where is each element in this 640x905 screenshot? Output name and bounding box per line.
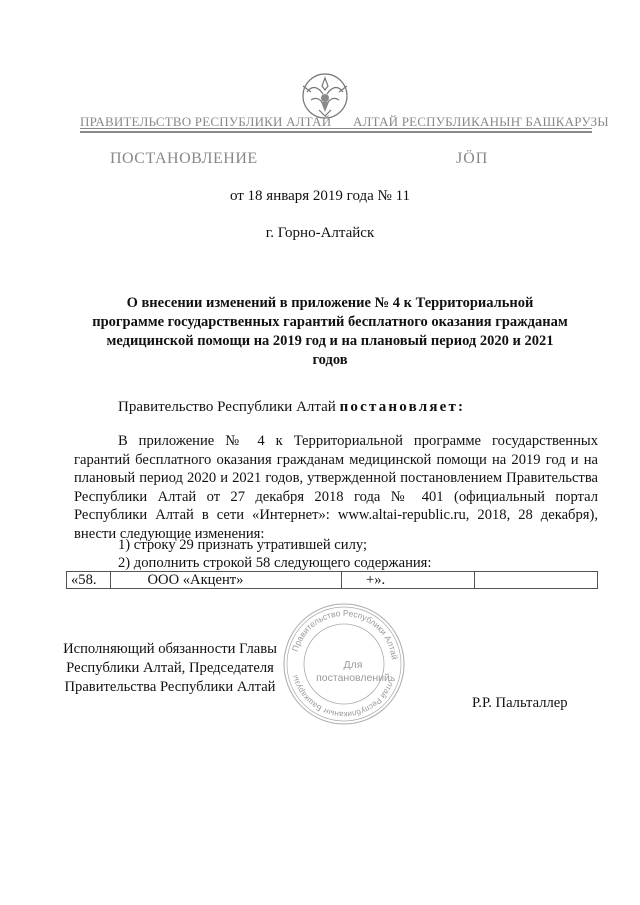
organization-cell: ООО «Акцент»: [111, 572, 342, 589]
row-number-cell: «58.: [67, 572, 111, 589]
empty-cell: [474, 572, 597, 589]
signatory-name: Р.Р. Пальталлер: [472, 695, 568, 711]
stamp-ring-text-alt: Алтай Республиканыҥ Башкарузы: [290, 674, 398, 720]
document-type-ru: ПОСТАНОВЛЕНИЕ: [110, 150, 258, 167]
svg-text:Правительство Республики Алтай: [290, 608, 400, 661]
decree-intro-text: Правительство Республики Алтай: [118, 399, 336, 415]
header-rule-thin: [80, 128, 592, 129]
stamp-ring-text: Правительство Республики Алтай: [289, 607, 400, 661]
stamp-center-line2: постановлений: [316, 672, 390, 684]
body-paragraph: В приложение № 4 к Территориальной программе государственных гарантий бесплатного оказания гражданам медицинской помощи на 2019 год и на плановый период 2020 и 2021 годов, утвержденной постановлением Правительства Республики Алтай от 27 декабря 2018 года № 401 (официальный портал Республики Алтай в сети «Интернет»: www.altai-republic.ru, 2018, 28 декабря), внести следующие изменения:: [74, 433, 598, 542]
inserted-row-table: [66, 571, 598, 589]
decree-title: О внесении изменений в приложение № 4 к Территориальной программе государственных гарантий бесплатного оказания гражданам медицинской помощи на 2019 год и на плановый период 2020 и 2021 годов: [92, 295, 568, 368]
mark-cell: +».: [341, 572, 474, 589]
decree-city: г. Горно-Алтайск: [265, 225, 375, 241]
decree-date-number: от 18 января 2019 года № 11: [229, 188, 411, 204]
header-rule-thick: [80, 131, 592, 133]
document-type-alt: JӦП: [456, 150, 489, 167]
stamp-center-text: [308, 659, 398, 685]
signatory-position: Исполняющий обязанности Главы Республики Алтай, Председателя Правительства Республики Алтай: [63, 641, 277, 695]
table-row: [67, 572, 598, 589]
government-name-ru: ПРАВИТЕЛЬСТВО РЕСПУБЛИКИ АЛТАЙ: [80, 114, 332, 129]
decree-verb: постановляет:: [339, 399, 466, 415]
decree-intro: [118, 399, 465, 416]
government-name-alt: АЛТАЙ РЕСПУБЛИКАНЫҤ БАШКАРУЗЫ: [353, 114, 609, 129]
stamp-center-line1: Для: [343, 659, 363, 671]
amendment-item-1: 1) строку 29 признать утратившей силу;: [118, 537, 368, 553]
amendment-item-2: 2) дополнить строкой 58 следующего содержания:: [118, 555, 432, 571]
